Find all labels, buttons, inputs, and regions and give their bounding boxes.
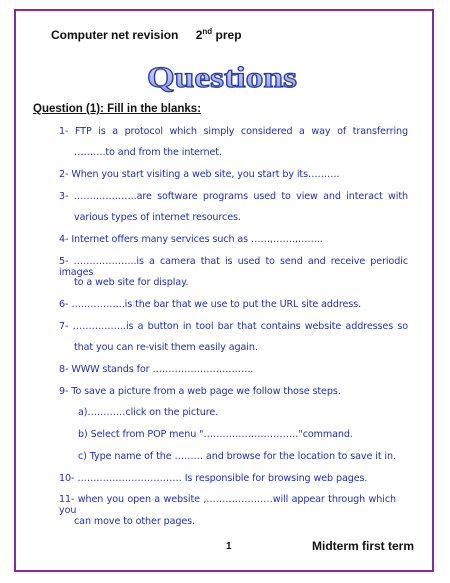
wordart-text: Questions <box>147 61 297 94</box>
line-11: that you can re-visit them easily again. <box>74 342 258 353</box>
line-12: 8- WWW stands for ………………………….. <box>59 364 254 375</box>
line-3: 2- When you start visiting a web site, you start by its………. <box>59 169 340 180</box>
grade-word: prep <box>215 28 242 42</box>
questions-wordart <box>142 60 302 94</box>
line-15: b) Select from POP menu "…………………………"command. <box>78 429 353 440</box>
line-1: 1- FTP is a protocol which simply considered a way of transferring <box>59 126 408 137</box>
page-header <box>51 27 242 42</box>
line-7: 5- ………………..is a camera that is used to send and receive periodic images <box>59 256 408 278</box>
header-title: Computer net revision <box>51 28 179 42</box>
line-14: a)…………click on the picture. <box>78 407 219 418</box>
line-10: 7- ……………..is a button in tool bar that contains website addresses so <box>59 321 408 332</box>
line-13: 9- To save a picture from a web page we follow those steps. <box>59 386 341 397</box>
questions-banner <box>142 60 302 94</box>
grade-number: 2 <box>195 28 203 42</box>
line-8: to a web site for display. <box>74 277 189 288</box>
line-4: 3- ………………..are software programs used to view and interact with <box>59 191 408 202</box>
line-6: 4- Internet offers many services such as ……,…….,…….. <box>59 234 323 245</box>
line-2: ……….to and from the internet. <box>74 147 222 158</box>
line-16: c) Type name of the ……… and browse for the location to save it in. <box>78 451 396 462</box>
footer-term: Midterm first term <box>312 539 415 553</box>
line-9: 6- ……………..is the bar that we use to put the URL site address. <box>59 299 362 310</box>
line-5: various types of internet resources. <box>74 212 241 223</box>
line-18: 11- when you open a website ,…………………will appear through which you <box>59 494 396 516</box>
line-19: can move to other pages. <box>74 516 196 527</box>
page-number: 1 <box>226 541 232 552</box>
grade-suffix: nd <box>202 27 213 36</box>
line-17: 10- …………………………… Is responsible for browsing web pages. <box>59 473 368 484</box>
question-heading: Question (1): Fill in the blanks: <box>33 103 202 115</box>
header-grade <box>196 28 242 42</box>
